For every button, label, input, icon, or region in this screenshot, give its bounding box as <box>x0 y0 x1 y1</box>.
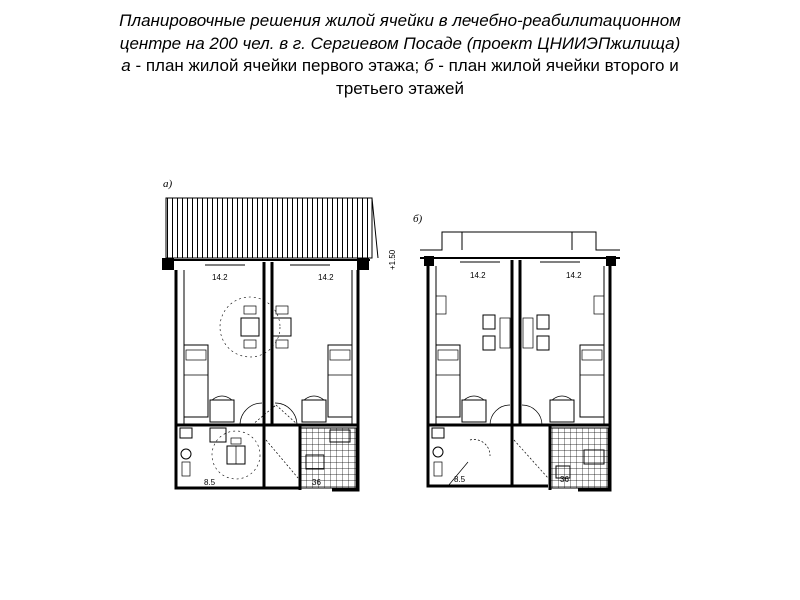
plan-b-table-left <box>483 315 510 350</box>
plan-a-bed-right <box>328 345 352 417</box>
plan-a-wc-area: 8.5 <box>204 478 216 487</box>
plan-b-bathroom <box>514 428 608 488</box>
caption-label-a: а <box>121 56 131 75</box>
plan-b-bed-left <box>436 345 460 417</box>
plan-a-room-left-area: 14.2 <box>212 273 228 282</box>
plan-b-wc-area: 8.5 <box>454 475 466 484</box>
plan-a-wardrobes <box>210 396 326 425</box>
plan-a-label: а) <box>163 178 173 190</box>
caption-line-2: центре на 200 чел. в г. Сергиевом Посаде (проект ЦНИИЭПжилища) <box>119 33 681 53</box>
plan-a-wc <box>180 428 260 479</box>
caption-line-4: третьего этажей <box>336 78 464 98</box>
caption-label-b: б <box>423 56 434 75</box>
plan-b-room-left-area: 14.2 <box>470 271 486 280</box>
plan-a-table-right <box>273 306 291 348</box>
plan-b-table-right <box>523 315 549 350</box>
caption-text-a: - план жилой ячейки первого этажа; <box>130 56 424 75</box>
plan-b-bed-right <box>580 345 604 417</box>
plan-b-label: б) <box>413 213 423 225</box>
plan-a-bathroom <box>266 428 356 488</box>
plan-b <box>388 213 620 490</box>
caption-text-b: - план жилой ячейки второго и <box>433 56 679 75</box>
caption-line-1: Планировочные решения жилой ячейки в лечебно-реабилитационном <box>119 11 681 30</box>
plan-b-wardrobes <box>462 396 574 425</box>
plan-a-terrace <box>166 198 378 258</box>
plan-a <box>162 178 378 490</box>
plan-b-room-right-area: 14.2 <box>566 271 582 280</box>
plan-a-room-right-area: 14.2 <box>318 273 334 282</box>
plan-b-dimension-mark: +1.50 <box>388 249 397 270</box>
plan-a-bed-left <box>184 345 208 417</box>
